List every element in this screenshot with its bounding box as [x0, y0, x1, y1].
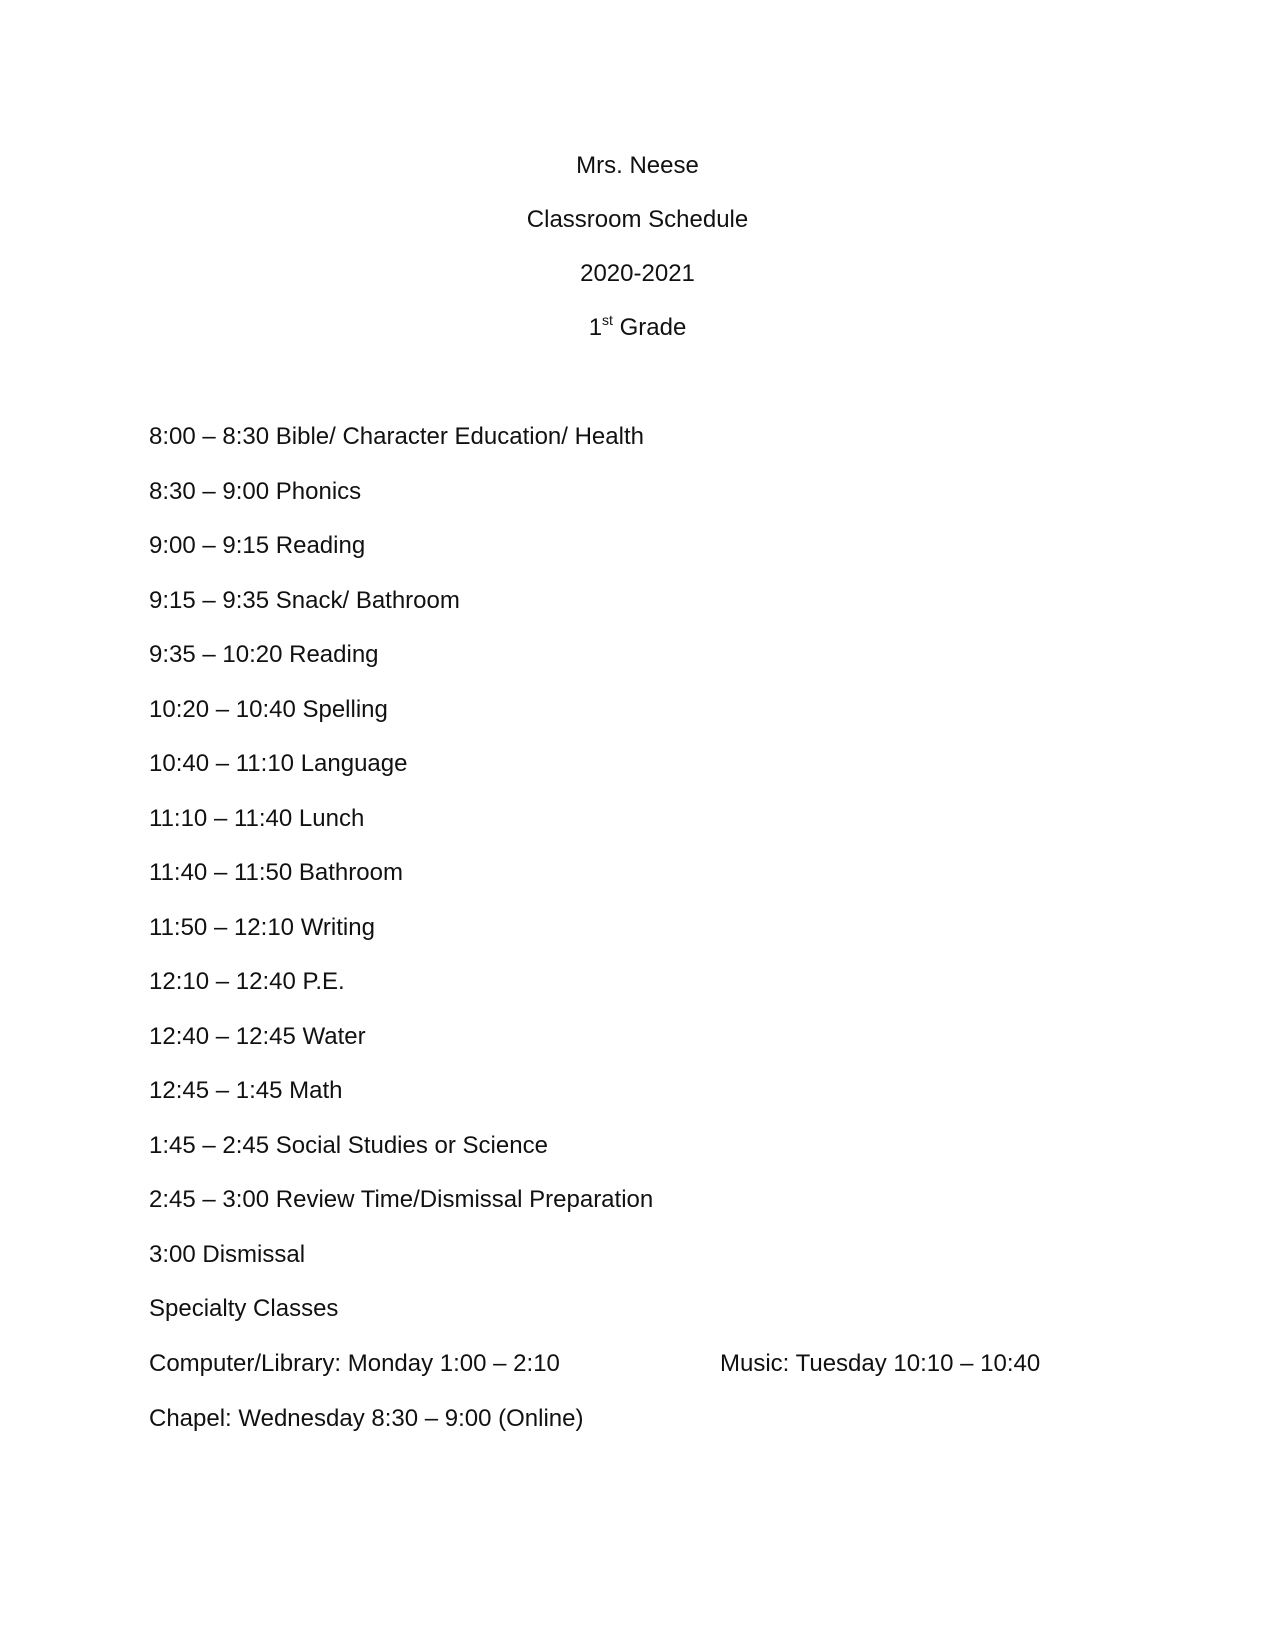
grade-label: Grade [612, 314, 687, 341]
schedule-item: 2:45 – 3:00 Review Time/Dismissal Preparation [149, 1186, 654, 1213]
schedule-list [149, 422, 653, 1294]
grade-suffix: st [602, 312, 613, 328]
specialty-heading: Specialty Classes [149, 1295, 339, 1322]
schedule-item: 10:20 – 10:40 Spelling [149, 695, 388, 723]
specialty-music: Music: Tuesday 10:10 – 10:40 [720, 1350, 1041, 1377]
schedule-item: 9:35 – 10:20 Reading [149, 641, 379, 668]
teacher-name: Mrs. Neese [576, 152, 699, 179]
schedule-item: 8:00 – 8:30 Bible/ Character Education/ Health [149, 423, 644, 450]
grade-number: 1 [588, 314, 603, 341]
schedule-item: 10:40 – 11:10 Language [149, 750, 408, 777]
schedule-item: 12:45 – 1:45 Math [149, 1077, 343, 1104]
specialty-computer-library: Computer/Library: Monday 1:00 – 2:10 [149, 1350, 560, 1377]
schedule-item: 11:50 – 12:10 Writing [149, 913, 375, 941]
schedule-item: 12:40 – 12:45 Water [149, 1022, 366, 1050]
schedule-item: 11:10 – 11:40 Lunch [149, 804, 365, 832]
grade-level [0, 313, 1275, 343]
school-year: 2020-2021 [580, 260, 695, 287]
schedule-item: 1:45 – 2:45 Social Studies or Science [149, 1131, 548, 1159]
document-title: Classroom Schedule [526, 206, 749, 233]
schedule-item: 12:10 – 12:40 P.E. [149, 968, 345, 995]
schedule-item: 9:15 – 9:35 Snack/ Bathroom [149, 586, 460, 614]
schedule-item: 9:00 – 9:15 Reading [149, 532, 366, 559]
schedule-item: 11:40 – 11:50 Bathroom [149, 859, 403, 886]
schedule-item: 8:30 – 9:00 Phonics [149, 477, 362, 505]
schedule-item: 3:00 Dismissal [149, 1240, 306, 1268]
specialty-chapel: Chapel: Wednesday 8:30 – 9:00 (Online) [149, 1405, 584, 1432]
